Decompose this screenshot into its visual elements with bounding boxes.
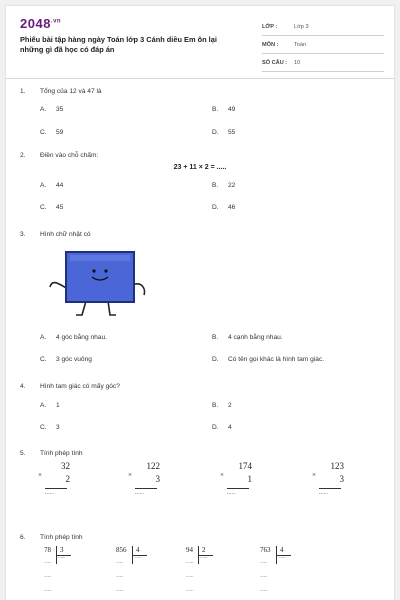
option-key: D. <box>212 356 219 363</box>
rectangle-character-image <box>46 249 152 319</box>
question-3-title: 3. Hình chữ nhật có <box>20 231 91 238</box>
q1-option-d[interactable] <box>212 129 235 136</box>
option-key: D. <box>212 129 219 136</box>
work-blank[interactable]: ...... <box>116 574 124 579</box>
math-text: 4 cạnh bằng nhau. <box>228 334 283 341</box>
math-text: × <box>128 471 132 479</box>
math-text: 174 <box>238 461 252 471</box>
work-blank[interactable]: ...... <box>186 574 194 579</box>
option-key: C. <box>40 204 47 211</box>
multiplication-4 <box>310 461 350 505</box>
quotient-blank[interactable]: ...... <box>200 555 208 560</box>
work-blank[interactable]: ...... <box>186 560 194 565</box>
question-2-title: 2. Điền vào chỗ chấm: <box>20 152 99 159</box>
answer-blank[interactable]: ...... <box>135 490 144 496</box>
math-rule-line <box>45 488 67 489</box>
work-blank[interactable]: ...... <box>260 588 268 593</box>
math-text: 3 <box>56 424 60 431</box>
q4-option-d[interactable] <box>212 424 232 431</box>
work-blank[interactable]: ...... <box>260 560 268 565</box>
worksheet-meta <box>262 20 384 74</box>
math-text: 4 góc bằng nhau. <box>56 334 107 341</box>
work-blank[interactable]: ...... <box>186 588 194 593</box>
math-text: 4 <box>228 424 232 431</box>
q1-option-a[interactable] <box>40 106 63 113</box>
option-key: B. <box>212 402 219 409</box>
work-blank[interactable]: ...... <box>44 588 52 593</box>
right-eye <box>104 269 107 272</box>
quotient-blank[interactable]: ...... <box>58 555 66 560</box>
left-eye <box>92 269 95 272</box>
math-text: 22 <box>228 182 236 189</box>
q3-option-c[interactable] <box>40 356 92 363</box>
math-text: 32 <box>61 461 70 471</box>
math-text: 78 <box>44 546 51 554</box>
math-text: 3 <box>155 474 160 484</box>
math-text: 2 <box>228 402 232 409</box>
math-text: 123 <box>330 461 344 471</box>
multiplication-3 <box>218 461 258 505</box>
question-6-title: 6. Tính phép tính <box>20 534 83 541</box>
quotient-blank[interactable]: ...... <box>134 555 142 560</box>
math-text: 3 <box>60 546 64 554</box>
work-blank[interactable]: ...... <box>44 560 52 565</box>
question-1-title: 1. Tổng của 12 và 47 là <box>20 88 102 95</box>
math-rule-line <box>135 488 157 489</box>
math-text: 856 <box>116 546 127 554</box>
question-4-title: 4. Hình tam giác có mấy góc? <box>20 383 120 390</box>
division-4 <box>260 546 302 596</box>
option-key: B. <box>212 106 219 113</box>
math-text: 94 <box>186 546 193 554</box>
left-leg <box>76 301 86 315</box>
site-logo[interactable]: $2048^{.vn}$ <box>20 16 62 31</box>
work-blank[interactable]: ...... <box>116 588 124 593</box>
math-rule-line <box>319 488 341 489</box>
answer-blank[interactable]: ...... <box>227 490 236 496</box>
work-blank[interactable]: ...... <box>44 574 52 579</box>
worksheet-header <box>20 16 382 68</box>
quotient-blank[interactable]: ...... <box>278 555 286 560</box>
q2-option-a[interactable] <box>40 182 63 189</box>
q1-option-c[interactable] <box>40 129 63 136</box>
multiplication-1 <box>36 461 76 505</box>
option-key: D. <box>212 424 219 431</box>
answer-blank[interactable]: ...... <box>45 490 54 496</box>
math-text: 35 <box>56 106 64 113</box>
option-key: A. <box>40 182 47 189</box>
option-key: A. <box>40 334 47 341</box>
math-text: 763 <box>260 546 271 554</box>
math-text: 59 <box>56 129 64 136</box>
meta-row-subject: MÔN : Toán <box>262 38 384 54</box>
division-3 <box>186 546 228 596</box>
q3-option-a[interactable] <box>40 334 107 341</box>
q4-option-c[interactable] <box>40 424 60 431</box>
q1-option-b[interactable] <box>212 106 235 113</box>
math-text: 4 <box>136 546 140 554</box>
math-text: Có tên gọi khác là hình tam giác. <box>228 356 325 363</box>
option-key: A. <box>40 402 47 409</box>
option-key: D. <box>212 204 219 211</box>
option-key: B. <box>212 334 219 341</box>
right-leg <box>108 301 116 315</box>
q3-option-b[interactable] <box>212 334 283 341</box>
math-text: 2 <box>202 546 206 554</box>
option-key: C. <box>40 129 47 136</box>
math-text: 122 <box>146 461 160 471</box>
math-text: 1 <box>247 474 252 484</box>
option-key: A. <box>40 106 47 113</box>
meta-row-count: SỐ CÂU : 10 <box>262 56 384 72</box>
math-text: × <box>312 471 316 479</box>
worksheet-page <box>6 6 394 600</box>
division-1 <box>44 546 86 596</box>
question-5-title: 5. Tính phép tính <box>20 450 83 457</box>
q2-option-d[interactable] <box>212 204 235 211</box>
q3-option-d[interactable] <box>212 356 324 363</box>
math-text: 1 <box>56 402 60 409</box>
math-text: × <box>220 471 224 479</box>
work-blank[interactable]: ...... <box>116 560 124 565</box>
q4-option-b[interactable] <box>212 402 232 409</box>
option-key: B. <box>212 182 219 189</box>
math-text: 44 <box>56 182 64 189</box>
q4-option-a[interactable] <box>40 402 60 409</box>
q2-option-c[interactable] <box>40 204 63 211</box>
math-text: 46 <box>228 204 236 211</box>
math-text: 3 <box>339 474 344 484</box>
math-text: × <box>38 471 42 479</box>
math-text: 55 <box>228 129 236 136</box>
option-key: C. <box>40 424 47 431</box>
work-blank[interactable]: ...... <box>260 574 268 579</box>
math-text: 4 <box>280 546 284 554</box>
multiplication-2 <box>126 461 166 505</box>
meta-row-grade: LỚP : Lớp 3 <box>262 20 384 36</box>
header-divider <box>6 78 394 79</box>
worksheet-title: Phiếu bài tập hàng ngày Toán lớp 3 Cánh diều Em ôn lại những gì đã học có đáp án <box>20 35 217 54</box>
answer-blank[interactable]: ...... <box>319 490 328 496</box>
division-2 <box>116 546 158 596</box>
math-rule-line <box>227 488 249 489</box>
q2-option-b[interactable] <box>212 182 235 189</box>
option-key: C. <box>40 356 47 363</box>
math-text: 49 <box>228 106 236 113</box>
math-text: 2 <box>65 474 70 484</box>
math-text: 45 <box>56 204 64 211</box>
q2-expression: 23 + 11 × 2 = ..... <box>173 164 227 171</box>
math-text: 3 góc vuông <box>56 356 92 363</box>
